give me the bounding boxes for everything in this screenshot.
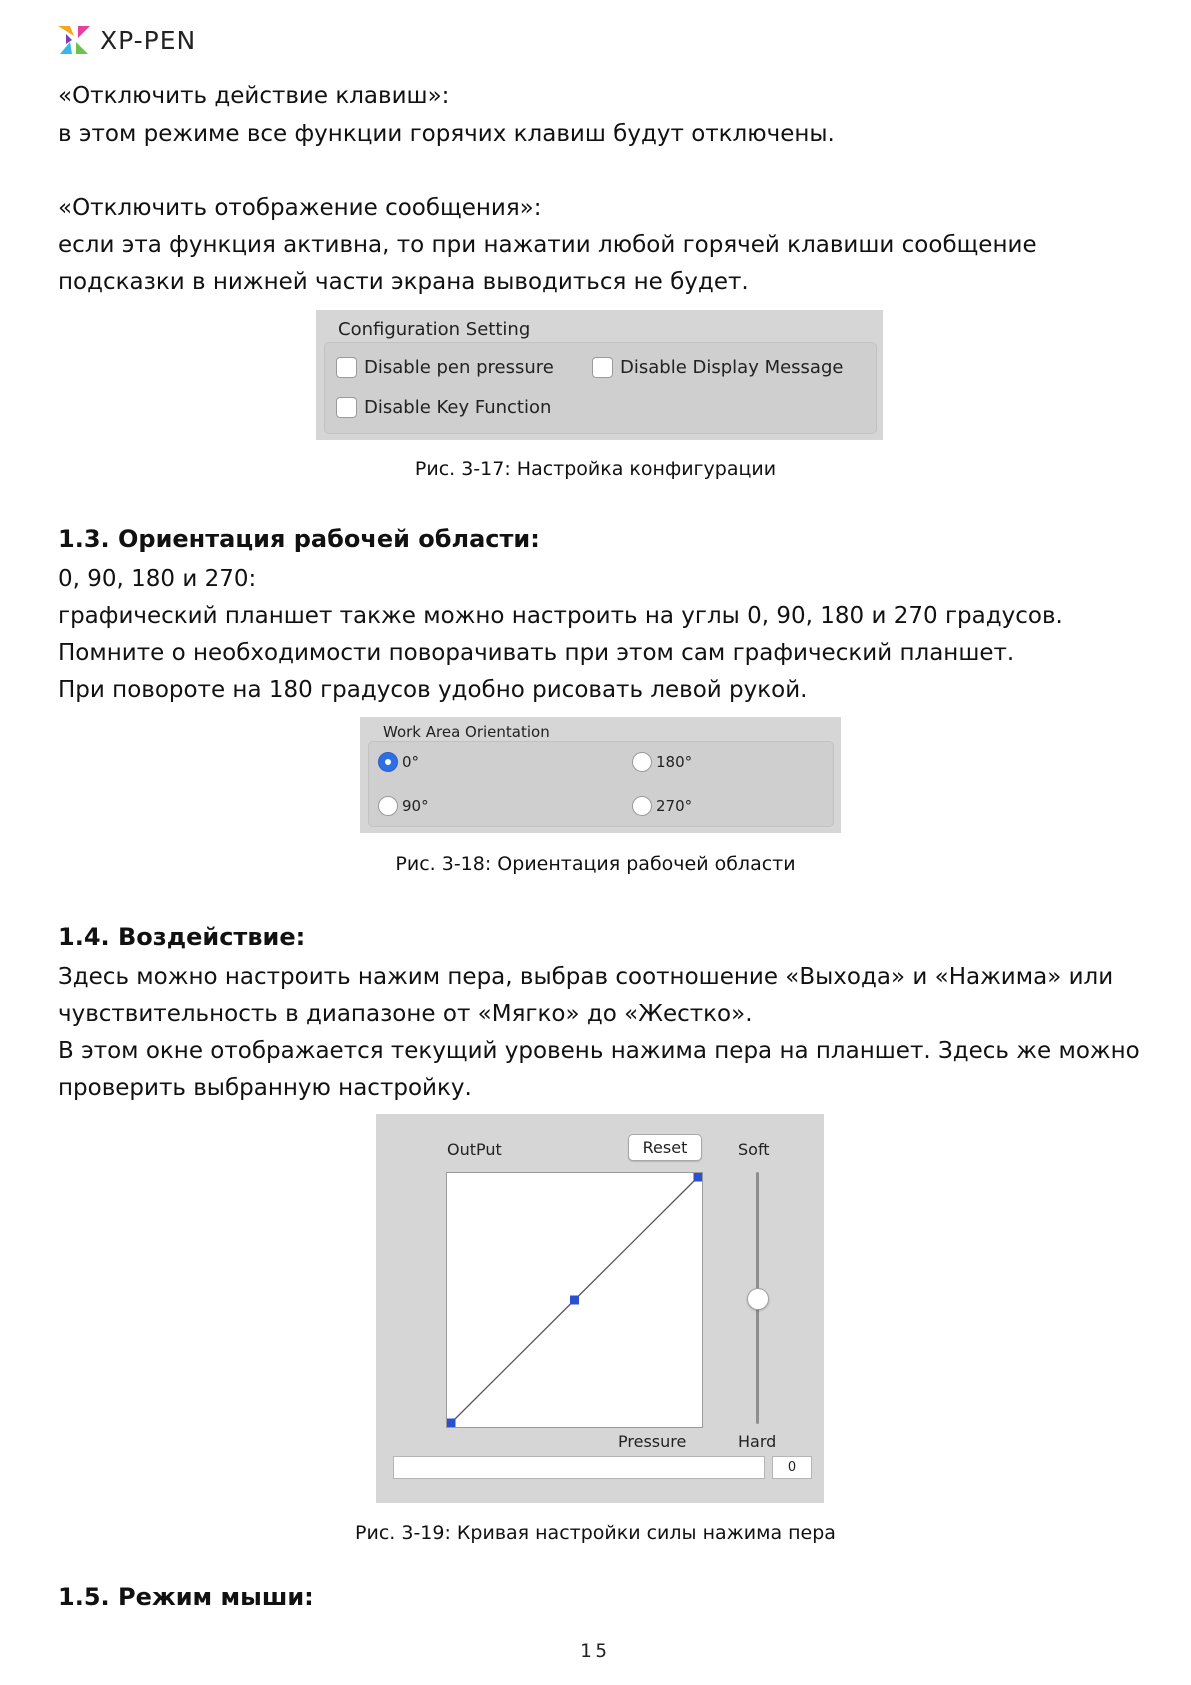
disable-message-title: «Отключить отображение сообщения»: <box>58 195 542 221</box>
heading-mouse-mode: 1.5. Режим мыши: <box>58 1583 314 1611</box>
soft-hard-slider-thumb[interactable] <box>747 1288 769 1310</box>
hard-label: Hard <box>738 1432 777 1451</box>
heading-work-area-orientation: 1.3. Ориентация рабочей области: <box>58 525 540 553</box>
disable-pen-pressure-label[interactable]: Disable pen pressure <box>364 357 554 378</box>
disable-pen-pressure-checkbox[interactable] <box>336 357 357 378</box>
page-number: 15 <box>580 1640 611 1662</box>
disable-keys-title: «Отключить действие клавиш»: <box>58 83 450 109</box>
figure-caption-3-17: Рис. 3-17: Настройка конфигурации <box>414 458 777 480</box>
configuration-panel-title: Configuration Setting <box>338 319 531 340</box>
pressure-curve-box[interactable] <box>446 1172 703 1428</box>
orientation-180-radio[interactable] <box>632 752 652 772</box>
pressure-value-field: 0 <box>772 1456 812 1479</box>
orientation-line1: 0, 90, 180 и 270: <box>58 566 257 592</box>
pressure-axis-label: Pressure <box>618 1432 687 1451</box>
curve-handle-end[interactable] <box>694 1173 703 1182</box>
orientation-line3: Помните о необходимости поворачивать при этом сам графический планшет. <box>58 640 1015 666</box>
soft-label: Soft <box>738 1140 770 1159</box>
brand-name: XP-PEN <box>100 25 197 55</box>
orientation-line4: При повороте на 180 градусов удобно рисовать левой рукой. <box>58 677 808 703</box>
curve-handle-start[interactable] <box>447 1419 456 1428</box>
orientation-90-radio[interactable] <box>378 796 398 816</box>
orientation-90-label[interactable]: 90° <box>402 797 429 815</box>
disable-message-text-line2: подсказки в нижней части экрана выводиться не будет. <box>58 269 749 295</box>
orientation-options-box <box>368 741 834 827</box>
figure-caption-3-19: Рис. 3-19: Кривая настройки силы нажима пера <box>355 1522 836 1544</box>
orientation-0-radio[interactable] <box>378 752 398 772</box>
configuration-panel <box>316 310 883 440</box>
disable-message-text-line1: если эта функция активна, то при нажатии любой горячей клавиши сообщение <box>58 232 1037 258</box>
orientation-panel-title: Work Area Orientation <box>383 723 550 741</box>
disable-key-function-label[interactable]: Disable Key Function <box>364 397 552 418</box>
curve-handle-mid[interactable] <box>570 1296 579 1305</box>
figure-caption-3-18: Рис. 3-18: Ориентация рабочей области <box>395 853 796 875</box>
orientation-180-label[interactable]: 180° <box>656 753 693 771</box>
pressure-line1: Здесь можно настроить нажим пера, выбрав соотношение «Выхода» и «Нажима» или <box>58 964 1114 990</box>
disable-keys-text: в этом режиме все функции горячих клавиш будут отключены. <box>58 121 835 147</box>
disable-key-function-checkbox[interactable] <box>336 397 357 418</box>
orientation-270-label[interactable]: 270° <box>656 797 693 815</box>
xp-pen-logo-icon <box>56 22 92 58</box>
configuration-options-box <box>324 342 877 434</box>
pressure-line4: проверить выбранную настройку. <box>58 1075 472 1101</box>
pressure-level-bar <box>393 1456 765 1479</box>
heading-pressure: 1.4. Воздействие: <box>58 923 306 951</box>
pressure-line3: В этом окне отображается текущий уровень нажима пера на планшет. Здесь же можно <box>58 1038 1140 1064</box>
orientation-line2: графический планшет также можно настроить на углы 0, 90, 180 и 270 градусов. <box>58 603 1063 629</box>
reset-button[interactable]: Reset <box>628 1134 702 1161</box>
pressure-curve-graph <box>447 1173 702 1427</box>
output-axis-label: OutPut <box>447 1140 502 1159</box>
work-area-orientation-panel <box>360 717 841 833</box>
disable-display-message-label[interactable]: Disable Display Message <box>620 357 844 378</box>
pressure-sensitivity-panel <box>376 1114 824 1503</box>
orientation-0-label[interactable]: 0° <box>402 753 420 771</box>
orientation-270-radio[interactable] <box>632 796 652 816</box>
disable-display-message-checkbox[interactable] <box>592 357 613 378</box>
pressure-line2: чувствительность в диапазоне от «Мягко» до «Жестко». <box>58 1001 753 1027</box>
brand-logo <box>56 22 196 58</box>
